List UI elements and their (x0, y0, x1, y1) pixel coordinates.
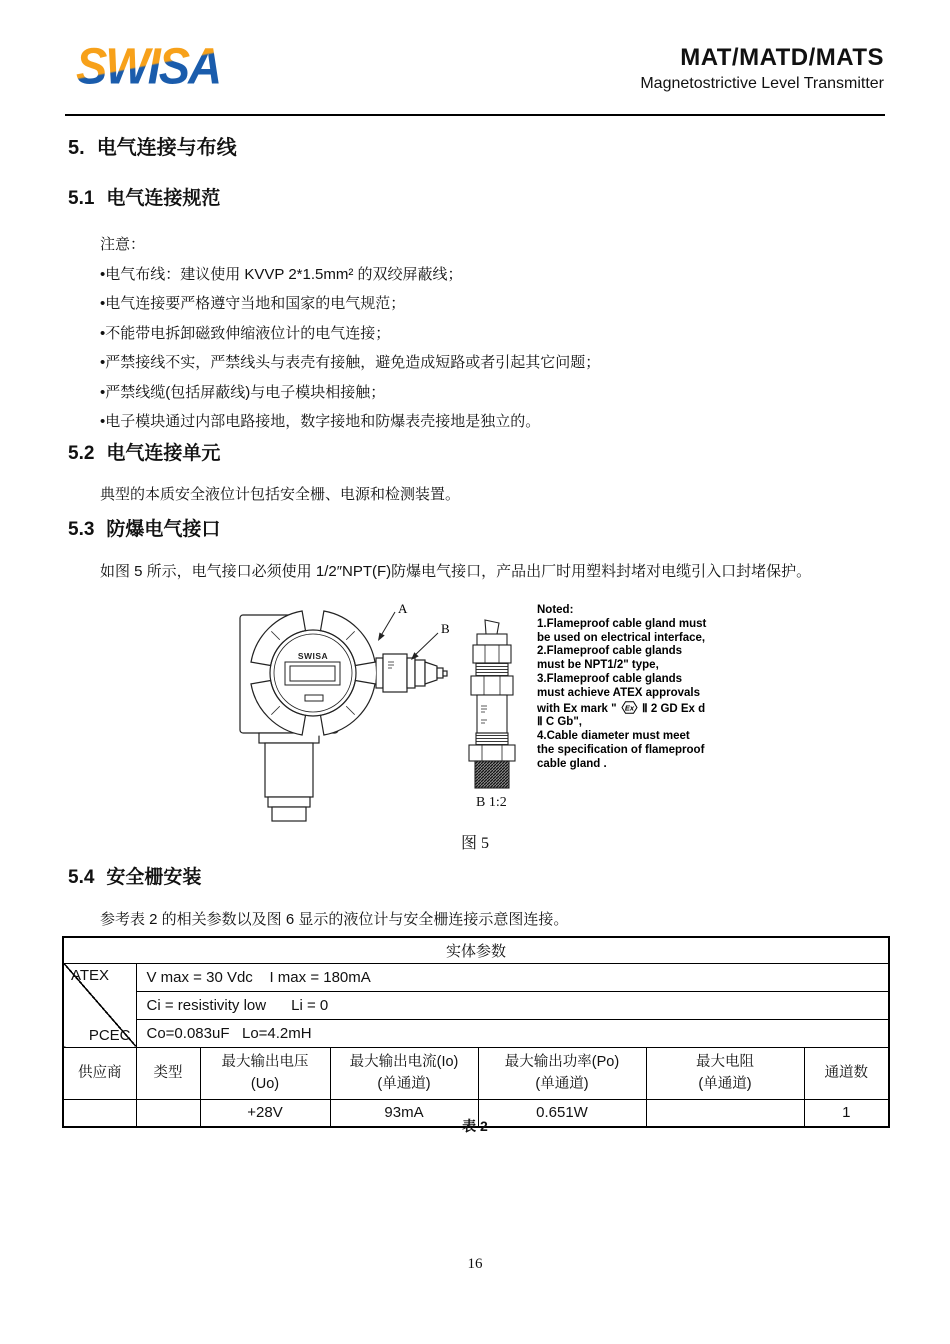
section-number: 5.4 (68, 867, 95, 888)
col-header-type (136, 1047, 200, 1099)
notes-line: 1.Flameproof cable gland must (537, 617, 707, 630)
param-row: V max = 30 Vdc I max = 180mA (136, 963, 889, 991)
notes-title: Noted: (537, 604, 574, 616)
notes-line: 3.Flameproof cable glands (537, 672, 683, 685)
callout-a (378, 601, 408, 641)
page-number: 16 (467, 1256, 483, 1272)
param-row: Ci = resistivity low Li = 0 (136, 991, 889, 1019)
safety-barrier-spec-table (62, 936, 890, 1128)
atex-ex-icon (621, 701, 638, 714)
ex-line-pre: with Ex mark " (537, 702, 617, 715)
ex-symbol-text: Ex (624, 703, 634, 713)
section-number: 5.1 (68, 188, 95, 209)
col-header-line: 类型 (153, 1064, 183, 1081)
section-number: 5.2 (68, 443, 95, 464)
data-cell-current: 93mA (330, 1099, 478, 1127)
notice-item: •严禁线缆(包括屏蔽线)与电子模块相接触； (100, 383, 386, 401)
col-header-max-resistance (646, 1047, 804, 1099)
doc-subtitle: Magnetostrictive Level Transmitter (640, 75, 884, 92)
data-cell-voltage: +28V (200, 1099, 330, 1127)
col-header-line: 通道数 (824, 1064, 868, 1081)
data-cell-power: 0.651W (478, 1099, 646, 1127)
corner-top-label: ATEX (71, 966, 110, 984)
notes-line: must achieve ATEX approvals (537, 686, 700, 699)
header-right (640, 44, 884, 93)
col-header-max-current (330, 1047, 478, 1099)
section-title: 防爆电气接口 (106, 519, 221, 540)
section-title: 电气连接单元 (106, 443, 221, 464)
col-header-line: 供应商 (78, 1064, 122, 1081)
figure-caption: 图 5 (460, 835, 489, 852)
figure-notes (537, 604, 761, 772)
notice-item: •电子模块通过内部电路接地，数字接地和防爆表壳接地是独立的。 (100, 413, 541, 430)
col-header-line: (单通道) (698, 1076, 752, 1092)
notice-item: •不能带电拆卸磁致伸缩液位计的电气连接； (100, 324, 391, 342)
section-5-1-heading (68, 183, 220, 210)
section-title: 安全栅安装 (106, 867, 202, 888)
transmitter-figure (235, 596, 525, 841)
notice-list (100, 230, 600, 437)
notice-item: •电气布线：建议使用 KVVP 2*1.5mm² 的双绞屏蔽线； (100, 265, 463, 283)
notes-line: must be NPT1/2" type, (537, 659, 659, 672)
section-5-4-heading (68, 862, 201, 889)
section-5-4-body: 参考表 2 的相关参数以及图 6 显示的液位计与安全栅连接示意图连接。 (100, 911, 569, 928)
col-header-line: (单通道) (377, 1076, 431, 1092)
notes-line: 2.Flameproof cable glands (537, 645, 683, 658)
table-title: 实体参数 (63, 937, 889, 963)
corner-bottom-label: PCEC (88, 1026, 131, 1044)
callout-b (411, 621, 450, 660)
atex-pcec-corner-cell (63, 963, 136, 1047)
swisa-logo: SWISA (76, 36, 221, 95)
section-5-3-heading (68, 514, 220, 541)
cable-gland-detail (469, 620, 515, 788)
col-header-line: 最大输出电流(Io) (349, 1053, 459, 1070)
notice-item: •严禁接线不实，严禁线头与表壳有接触，避免造成短路或者引起其它问题； (100, 354, 601, 371)
col-header-line: (单通道) (535, 1076, 589, 1092)
notes-line: be used on electrical interface, (537, 631, 706, 644)
col-header-line: 最大输出电压 (221, 1053, 309, 1070)
callout-a-label: A (398, 601, 408, 616)
detail-scale-label: B 1:2 (476, 795, 507, 810)
notice-item: •电气连接要严格遵守当地和国家的电气规范； (100, 295, 406, 312)
callout-b-label: B (441, 621, 450, 636)
col-header-max-power (478, 1047, 646, 1099)
section-5-2-heading (68, 438, 220, 465)
section-title: 电气连接规范 (106, 188, 221, 209)
section-title: 电气连接与布线 (96, 137, 237, 159)
table-caption: 表 2 (462, 1118, 488, 1134)
param-row: Co=0.083uF Lo=4.2mH (136, 1019, 889, 1047)
col-header-line: (Uo) (250, 1076, 280, 1092)
col-header-max-voltage (200, 1047, 330, 1099)
notes-line: the specification of flameproof (537, 743, 705, 756)
section-5-heading (68, 131, 237, 160)
ex-line-post: Ⅱ 2 GD Ex d (642, 702, 706, 715)
device-logo-text: SWISA (297, 651, 329, 661)
header-rule (65, 114, 885, 116)
section-number: 5.3 (68, 519, 95, 540)
col-header-line: 最大输出功率(Po) (504, 1053, 620, 1070)
section-5-2-body: 典型的本质安全液位计包括安全栅、电源和检测装置。 (100, 486, 461, 503)
col-header-line: 最大电阻 (696, 1053, 754, 1070)
data-cell-channels: 1 (804, 1099, 889, 1127)
section-number: 5. (68, 137, 85, 159)
notes-line: cable gland . (537, 757, 607, 770)
doc-title: MAT/MATD/MATS (680, 44, 884, 71)
notice-label: 注意： (100, 236, 146, 253)
notes-line: 4.Cable diameter must meet (537, 730, 690, 743)
col-header-channels (804, 1047, 889, 1099)
section-5-3-body: 如图 5 所示，电气接口必须使用 1/2″NPT(F)防爆电气接口，产品出厂时用塑料封堵对电缆引入口封堵保护。 (100, 563, 812, 580)
col-header-supplier (63, 1047, 136, 1099)
notes-ex-tail: Ⅱ C Gb", (537, 716, 582, 729)
notes-ex-line (537, 701, 761, 717)
